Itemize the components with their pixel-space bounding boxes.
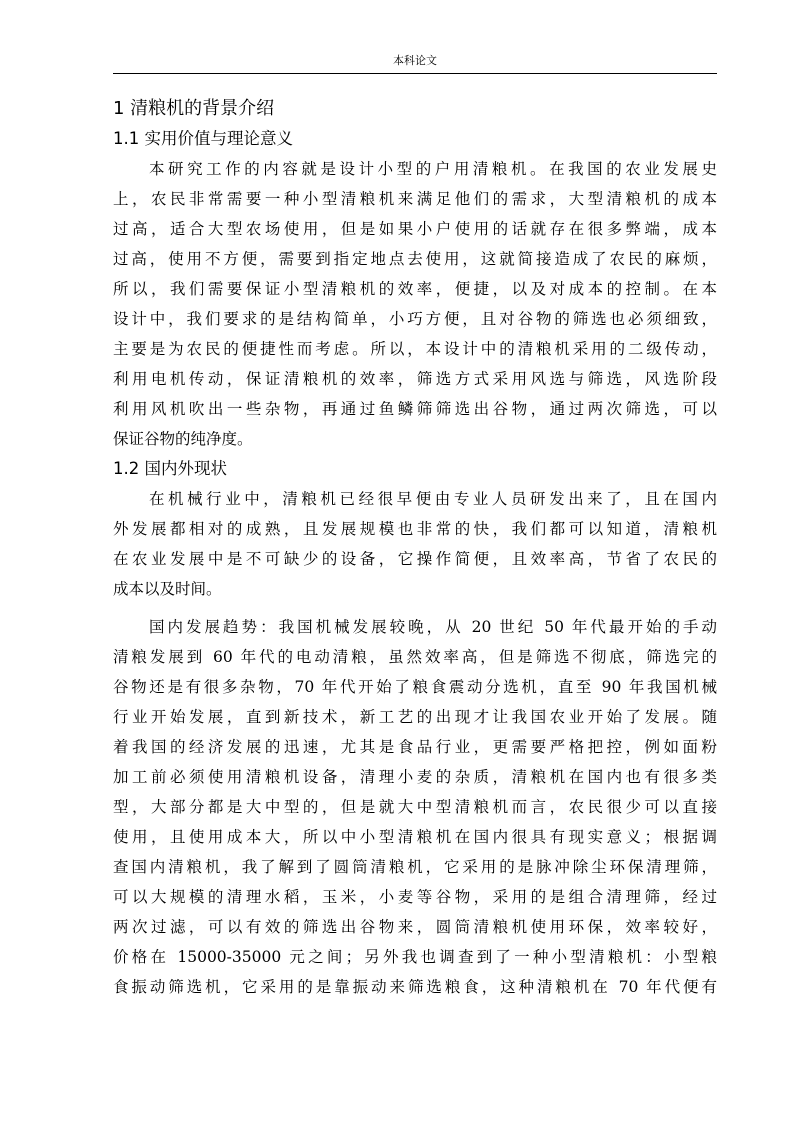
paragraph-gap — [113, 604, 717, 612]
text-line: 在机械行业中，清粮机已经很早便由专业人员研发出来了，且在国内 — [149, 490, 717, 508]
text-line: 成本以及时间。 — [113, 580, 222, 598]
text-line: 主要是为农民的便捷性而考虑。所以，本设计中的清粮机采用的二级传动， — [113, 340, 717, 358]
body-content — [113, 94, 717, 1002]
section-heading: 1 清粮机的背景介绍 — [113, 98, 275, 119]
header-rule — [113, 73, 717, 74]
text-line: 过高，适合大型农场使用，但是如果小户使用的话就存在很多弊端，成本 — [113, 220, 717, 238]
subsection-heading: 1.2 国内外现状 — [113, 459, 227, 478]
text-line: 过高，使用不方便，需要到指定地点去使用，这就简接造成了农民的麻烦， — [113, 250, 717, 268]
text-line: 两次过滤，可以有效的筛选出谷物来，圆筒清粮机使用环保，效率较好， — [113, 918, 717, 936]
text-line: 查国内清粮机，我了解到了圆筒清粮机，它采用的是脉冲除尘环保清理筛， — [113, 858, 717, 876]
paragraph — [113, 484, 717, 604]
text-line: 着我国的经济发展的迅速，尤其是食品行业，更需要严格把控，例如面粉 — [113, 738, 717, 756]
text-line: 保证谷物的纯净度。 — [113, 430, 253, 448]
text-line: 可以大规模的清理水稻，玉米，小麦等谷物，采用的是组合清理筛，经过 — [113, 888, 717, 906]
text-line: 食振动筛选机，它采用的是靠振动来筛选粮食，这种清粮机在 70 年代便有 — [113, 978, 717, 996]
text-line: 加工前必须使用清粮机设备，清理小麦的杂质，清粮机在国内也有很多类 — [113, 768, 717, 786]
text-line: 设计中，我们要求的是结构简单，小巧方便，且对谷物的筛选也必须细致， — [113, 310, 717, 328]
text-line: 使用，且使用成本大，所以中小型清粮机在国内很具有现实意义；根据调 — [113, 828, 717, 846]
text-line: 行业开始发展，直到新技术，新工艺的出现才让我国农业开始了发展。随 — [113, 708, 717, 726]
text-line: 国内发展趋势：我国机械发展较晚，从 20 世纪 50 年代最开始的手动 — [149, 618, 717, 636]
text-line: 利用风机吹出一些杂物，再通过鱼鳞筛筛选出谷物，通过两次筛选，可以 — [113, 400, 717, 418]
text-line: 本研究工作的内容就是设计小型的户用清粮机。在我国的农业发展史 — [149, 160, 717, 178]
text-line: 上，农民非常需要一种小型清粮机来满足他们的需求，大型清粮机的成本 — [113, 190, 717, 208]
text-line: 型，大部分都是大中型的，但是就大中型清粮机而言，农民很少可以直接 — [113, 798, 717, 816]
text-line: 谷物还是有很多杂物，70 年代开始了粮食震动分选机，直至 90 年我国机械 — [113, 678, 717, 696]
text-line: 外发展都相对的成熟，且发展规模也非常的快，我们都可以知道，清粮机 — [113, 520, 717, 538]
text-line: 价格在 15000-35000 元之间；另外我也调查到了一种小型清粮机：小型粮 — [113, 948, 717, 966]
text-line: 利用电机传动，保证清粮机的效率，筛选方式采用风选与筛选，风选阶段 — [113, 370, 717, 388]
text-line: 所以，我们需要保证小型清粮机的效率，便捷，以及对成本的控制。在本 — [113, 280, 717, 298]
text-line: 清粮发展到 60 年代的电动清粮，虽然效率高，但是筛选不彻底，筛选完的 — [113, 648, 717, 666]
running-header: 本科论文 — [393, 54, 437, 67]
paragraph — [113, 154, 717, 454]
text-line: 在农业发展中是不可缺少的设备，它操作简便，且效率高，节省了农民的 — [113, 550, 717, 568]
subsection-heading: 1.1 实用价值与理论意义 — [113, 129, 293, 148]
paragraph — [113, 612, 717, 1002]
